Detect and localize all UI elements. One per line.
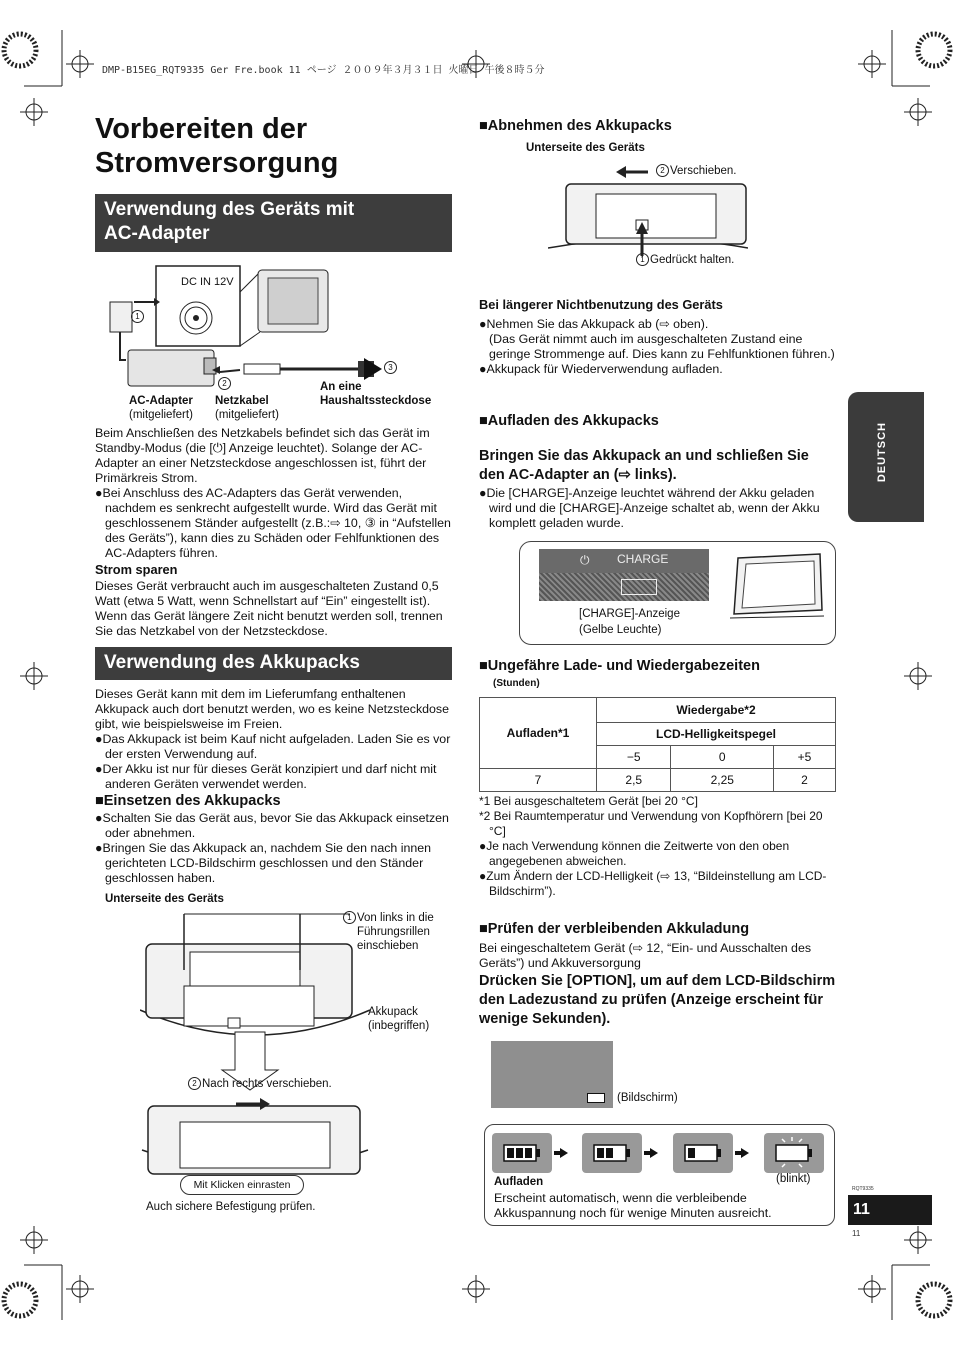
einschieben-label: einschieben (357, 940, 419, 952)
value-cell: 7 (480, 769, 597, 792)
level-cell: 0 (671, 746, 774, 769)
value-cell: 2 (774, 769, 836, 792)
einsetzen-bullet-1: ●Schalten Sie das Gerät aus, bevor Sie das Akkupack einsetzen oder abnehmen. (95, 811, 449, 840)
pruefen-heading: ■Prüfen der verbleibenden Akkuladung (479, 921, 750, 937)
charge-led (621, 579, 657, 595)
von-links-label: Von links in die (357, 912, 434, 924)
aufladen-heading: ■Aufladen des Akkupacks (479, 413, 659, 429)
fuehrung-label: Führungsrillen (357, 926, 430, 938)
col-aufladen: Aufladen*1 (480, 698, 597, 769)
strom-sparen-heading: Strom sparen (95, 562, 178, 577)
stunden-label: (Stunden) (493, 678, 540, 689)
page-number: 11 (853, 1201, 870, 1218)
fig-akku-num1 (343, 911, 357, 925)
ac-adapter-label: AC-Adapter (129, 395, 193, 407)
unterseite-label-left: Unterseite des Geräts (105, 893, 224, 905)
section-heading-ac (95, 194, 452, 252)
col-lcd: LCD-Helligkeitspegel (597, 723, 836, 746)
title-line-2: Stromversorgung (95, 147, 339, 179)
value-cell: 2,5 (597, 769, 671, 792)
gelbe-leuchte-label: (Gelbe Leuchte) (579, 624, 662, 636)
abnehmen-heading: ■Abnehmen des Akkupacks (479, 118, 672, 134)
akku-body (95, 687, 453, 792)
aufladen-label: Aufladen (494, 1176, 544, 1188)
pruefen-body: Bei eingeschaltetem Gerät (⇨ 12, “Ein- und Ausschalten des Geräts”) und Akkuversorgung (479, 941, 812, 970)
akkupack-label: Akkupack (368, 1006, 418, 1018)
language-tab-label: DEUTSCH (876, 422, 888, 483)
steckdose-label-2: Haushaltssteckdose (320, 395, 432, 407)
level-cell: +5 (774, 746, 836, 769)
circle-num: 3 (384, 361, 397, 374)
heading-ac-line1: Verwendung des Geräts mit (104, 199, 355, 220)
zeiten-notes (479, 794, 837, 899)
steckdose-label-1: An eine (320, 381, 362, 393)
inbegriffen-label: (inbegriffen) (368, 1020, 430, 1032)
akku-bullet-2: ●Der Akku ist nur für dieses Gerät konzipiert und darf nicht mit anderen Geräten verwendet werden. (95, 762, 437, 791)
fig-ac-num1 (131, 310, 145, 324)
ac-bullet-1: ●Bei Anschluss des AC-Adapters das Gerät verwenden, nachdem es senkrecht aufgestellt wurde. Wird das Gerät mit geschlossenem Ständer aufgestellt (z.B.:⇨ 10, ③ in “Aufstellen des Geräts”), kann dies zu Schäden oder Fehlfunktionen des AC-Adapters führen. (95, 486, 451, 560)
zeiten-bullet-1: ●Je nach Verwendung können die Zeitwerte von den oben angegebenen abweichen. (479, 839, 790, 868)
strom-sparen-body: Dieses Gerät verbraucht auch im ausgeschalteten Zustand 0,5 Watt (etwa 5 Watt, wenn Schnellstart auf “Ein” eingestellt ist). Wenn das Gerät längere Zeit nicht benutzt werden soll, trennen Sie das Netzkabel von der Netzsteckdose. (95, 579, 443, 638)
klicken-bubble: Mit Klicken einrasten (180, 1175, 304, 1195)
level-cell: −5 (597, 746, 671, 769)
nach-rechts-label: Nach rechts verschieben. (202, 1078, 332, 1090)
abn-num2 (656, 164, 670, 178)
netzkabel-label: Netzkabel (215, 395, 269, 407)
ac-body (95, 426, 453, 561)
page-number-box (848, 1195, 932, 1225)
charge-label: CHARGE (617, 552, 669, 566)
unterseite-label-right: Unterseite des Geräts (526, 142, 645, 154)
blinkt-label: (blinkt) (776, 1173, 811, 1185)
footer-small-num: 11 (852, 1229, 861, 1238)
nb-bullet-1: ●Nehmen Sie das Akkupack ab (⇨ oben). (479, 317, 709, 331)
fig-ac-num2 (218, 377, 232, 391)
fig-akku-num2 (188, 1077, 202, 1091)
zeiten-heading: ■Ungefähre Lade- und Wiedergabezeiten (479, 658, 760, 674)
circle-num: 2 (188, 1077, 201, 1090)
erscheint-text: Erscheint automatisch, wenn die verbleibende Akkuspannung noch für wenige Minuten ausreicht. (494, 1191, 772, 1220)
battery-icon-small (587, 1093, 605, 1103)
abn-num1 (636, 253, 650, 267)
ac-body-text: Beim Anschließen des Netzkabels befindet sich das Gerät im Standby-Modus (die [⏻] Anzeige leuchtet). Solange der AC-Adapter an einer Netzsteckdose angeschlossen ist, führt der Primärkreis Strom. (95, 426, 430, 485)
nb-bullet-2: ●Akkupack für Wiederverwendung aufladen. (479, 362, 723, 376)
nb-bullet-1b: (Das Gerät nimmt auch im ausgeschalteten Zustand eine geringe Strommenge auf. Dies kann zu Fehlfunktionen führen.) (489, 332, 835, 361)
device-illustration (724, 552, 828, 622)
footnote-2: *2 Bei Raumtemperatur und Verwendung von Kopfhörern [bei 20 °C] (479, 809, 823, 838)
circle-num: 1 (636, 253, 649, 266)
befestigung-label: Auch sichere Befestigung prüfen. (146, 1201, 316, 1213)
aufladen-bullet (479, 486, 837, 531)
footnote-1: *1 Bei ausgeschaltetem Gerät [bei 20 °C] (479, 794, 698, 808)
times-table (479, 697, 836, 792)
section-heading-akku: Verwendung des Akkupacks (95, 647, 452, 680)
akku-bullet-1: ●Das Akkupack ist beim Kauf nicht aufgeladen. Laden Sie es vor der ersten Verwendung auf. (95, 732, 451, 761)
einsetzen-heading: ■Einsetzen des Akkupacks (95, 793, 281, 809)
aufladen-bullet-text: ●Die [CHARGE]-Anzeige leuchtet während der Akku geladen wird und die [CHARGE]-Anzeige schaltet ab, wenn der Akku komplett geladen wurde. (479, 486, 820, 530)
col-wiedergabe: Wiedergabe*2 (597, 698, 836, 723)
power-icon: ⏻ (580, 553, 590, 567)
circle-num: 2 (656, 164, 669, 177)
aufladen-instruction: Bringen Sie das Akkupack an und schließen Sie den AC-Adapter an (⇨ links). (479, 448, 809, 483)
battery-levels (492, 1133, 828, 1175)
verschieben-label: Verschieben. (670, 165, 737, 177)
value-cell: 2,25 (671, 769, 774, 792)
heading-ac-line2: AC-Adapter (104, 223, 210, 244)
title-line-1: Vorbereiten der (95, 113, 308, 145)
charge-anzeige-label: [CHARGE]-Anzeige (579, 608, 680, 620)
akku-insert-illustration (140, 910, 370, 1210)
circle-num: 1 (131, 310, 144, 323)
gedrueckt-label: Gedrückt halten. (650, 254, 735, 266)
fig-ac-num3 (384, 361, 398, 375)
dc-in-label: DC IN 12V (181, 276, 234, 288)
page-title (95, 112, 455, 180)
netzkabel-sub: (mitgeliefert) (215, 409, 279, 421)
print-header: DMP-B15EG_RQT9335 Ger Fre.book 11 ページ ２００９年３月３１日 火曜日 午後８時５分 (102, 65, 545, 76)
nichtbenutzung-body (479, 317, 837, 377)
nichtbenutzung-heading: Bei längerer Nichtbenutzung des Geräts (479, 297, 723, 312)
einsetzen-body (95, 811, 453, 886)
bildschirm-label: (Bildschirm) (617, 1092, 678, 1104)
circle-num: 1 (343, 911, 356, 924)
language-tab (848, 392, 924, 522)
circle-num: 2 (218, 377, 231, 390)
footer-code: RQT9335 (852, 1186, 874, 1192)
pruefen-instruction: Drücken Sie [OPTION], um auf dem LCD-Bildschirm den Ladezustand zu prüfen (Anzeige erscheint für wenige Sekunden). (479, 973, 836, 1027)
zeiten-bullet-2: ●Zum Ändern der LCD-Helligkeit (⇨ 13, “Bildeinstellung am LCD-Bildschirm”). (479, 869, 827, 898)
ac-adapter-sub: (mitgeliefert) (129, 409, 193, 421)
akku-body-text: Dieses Gerät kann mit dem im Lieferumfang enthaltenen Akkupack auch dort benutzt werden, wo es keine Netzsteckdose gibt, wie beispielsweise im Freien. (95, 687, 450, 731)
einsetzen-bullet-2: ●Bringen Sie das Akkupack an, nachdem Sie den nach innen gerichteten LCD-Bildschirm geschlossen und den Ständer geschlossen haben. (95, 841, 432, 885)
